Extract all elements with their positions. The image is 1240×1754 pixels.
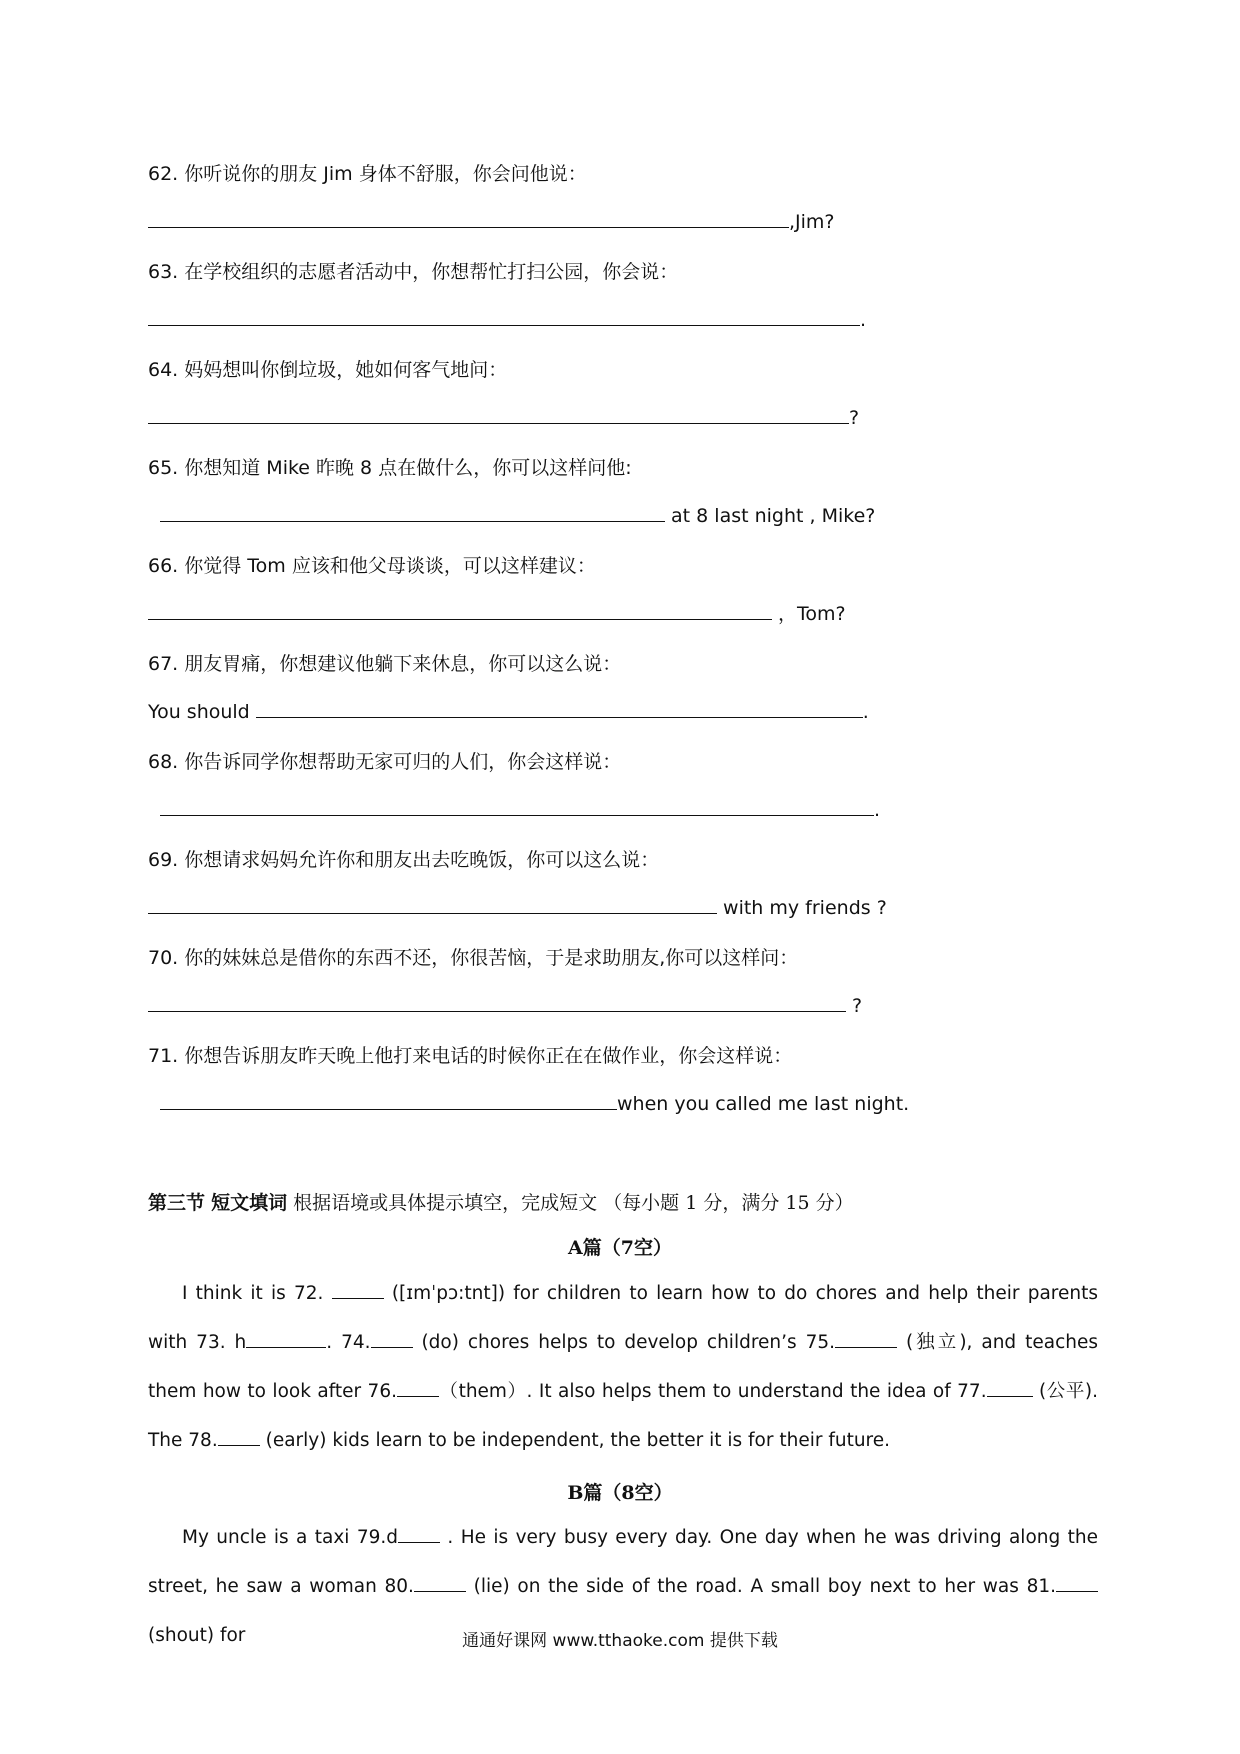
passage-a-text: I think it is 72.	[182, 1283, 332, 1304]
passage-a-text: （them）. It also helps them to understand the idea of 77.	[438, 1381, 987, 1402]
blank-72[interactable]	[332, 1284, 384, 1299]
blank-73[interactable]	[246, 1333, 326, 1348]
answer-blank[interactable]	[148, 605, 772, 620]
section-name: 短文填词	[211, 1192, 288, 1214]
answer-suffix: with my friends ?	[717, 897, 887, 919]
question-63-prompt: 63. 在学校组织的志愿者活动中，你想帮忙打扫公园，你会说：	[148, 261, 679, 283]
answer-blank[interactable]	[160, 507, 665, 522]
question-65-answer-line	[160, 504, 875, 528]
answer-suffix: at 8 last night , Mike?	[665, 505, 876, 527]
blank-78[interactable]	[218, 1431, 260, 1446]
answer-suffix: ?	[849, 407, 860, 429]
blank-80[interactable]	[414, 1577, 466, 1592]
blank-77[interactable]	[987, 1382, 1033, 1397]
question-67-prompt: 67. 朋友胃痛，你想建议他躺下来休息，你可以这么说：	[148, 653, 622, 675]
section-instruction: 根据语境或具体提示填空，完成短文 （每小题 1 分，满分 15 分）	[287, 1192, 854, 1214]
answer-suffix: ?	[846, 995, 863, 1017]
question-65-prompt: 65. 你想知道 Mike 昨晚 8 点在做什么，你可以这样问他:	[148, 457, 632, 479]
question-63-answer-line	[148, 308, 866, 332]
answer-blank[interactable]	[148, 899, 717, 914]
answer-suffix: .	[860, 309, 867, 331]
answer-blank[interactable]	[160, 801, 874, 816]
question-64-prompt: 64. 妈妈想叫你倒垃圾，她如何客气地问：	[148, 359, 508, 381]
question-62-prompt: 62. 你听说你的朋友 Jim 身体不舒服，你会问他说：	[148, 163, 587, 185]
answer-blank[interactable]	[148, 213, 789, 228]
question-62-answer-line	[148, 210, 835, 234]
passage-a-text: ([ɪmˈpɔ:tnt]) for children to learn how to do chores and help their parents with 73. h	[148, 1283, 1098, 1353]
question-69-prompt: 69. 你想请求妈妈允许你和朋友出去吃晚饭，你可以这么说：	[148, 849, 660, 871]
passage-a-text: (early) kids learn to be independent, the better it is for their future.	[259, 1430, 891, 1451]
answer-blank[interactable]	[360, 997, 846, 1012]
passage-b-text: My uncle is a taxi 79.d	[182, 1527, 399, 1548]
question-68-answer-line	[160, 798, 880, 822]
question-67-answer-line	[148, 700, 869, 724]
question-68-prompt: 68. 你告诉同学你想帮助无家可归的人们，你会这样说：	[148, 751, 622, 773]
answer-blank[interactable]	[148, 409, 849, 424]
question-66-answer-line	[148, 602, 846, 626]
blank-79[interactable]	[398, 1528, 440, 1543]
passage-b-text: (lie) on the side of the road. A small boy next to her was 81.	[465, 1576, 1056, 1597]
question-64-answer-line	[148, 406, 859, 430]
answer-blank[interactable]	[148, 311, 860, 326]
answer-suffix: ,Jim?	[789, 211, 835, 233]
passage-a-text: (公平). The 78.	[148, 1381, 1098, 1451]
answer-blank[interactable]	[160, 1095, 617, 1110]
answer-prefix: You should	[148, 701, 256, 723]
question-69-answer-line	[148, 896, 887, 920]
passage-b-text: . He is very busy every day. One day when he was driving along the street, he saw a woman 80.	[148, 1527, 1098, 1597]
passage-a-title: A篇（7空）	[568, 1237, 672, 1259]
answer-blank[interactable]	[256, 703, 863, 718]
blank-76[interactable]	[397, 1382, 439, 1397]
blank-81[interactable]	[1056, 1577, 1098, 1592]
question-71-prompt: 71. 你想告诉朋友昨天晚上他打来电话的时候你正在在做作业，你会这样说：	[148, 1045, 793, 1067]
answer-suffix: ，Tom?	[772, 603, 846, 625]
page-footer: 通通好课网 www.tthaoke.com 提供下载	[462, 1631, 778, 1651]
question-70-prompt: 70. 你的妹妹总是借你的东西不还，你很苦恼，于是求助朋友,你可以这样问：	[148, 947, 799, 969]
passage-a-text: (独立), and teaches them how to look after 76.	[148, 1332, 1098, 1402]
passage-b-text: (shout) for	[148, 1625, 246, 1646]
section-label: 第三节	[148, 1192, 206, 1214]
section-heading	[148, 1188, 854, 1215]
question-70-answer-line	[148, 994, 862, 1018]
answer-blank-thin[interactable]	[148, 997, 360, 1012]
passage-a-text: (do) chores helps to develop children’s 75.	[412, 1332, 836, 1353]
answer-suffix: when you called me last night.	[617, 1093, 910, 1115]
question-71-answer-line	[160, 1092, 909, 1116]
passage-b-title: B篇（8空）	[567, 1482, 673, 1504]
passage-a	[148, 1269, 1098, 1465]
blank-74[interactable]	[371, 1333, 413, 1348]
passage-a-text: . 74.	[326, 1332, 371, 1353]
question-66-prompt: 66. 你觉得 Tom 应该和他父母谈谈，可以这样建议：	[148, 555, 596, 577]
answer-suffix: .	[862, 701, 869, 723]
blank-75[interactable]	[835, 1333, 897, 1348]
answer-suffix: .	[874, 799, 881, 821]
